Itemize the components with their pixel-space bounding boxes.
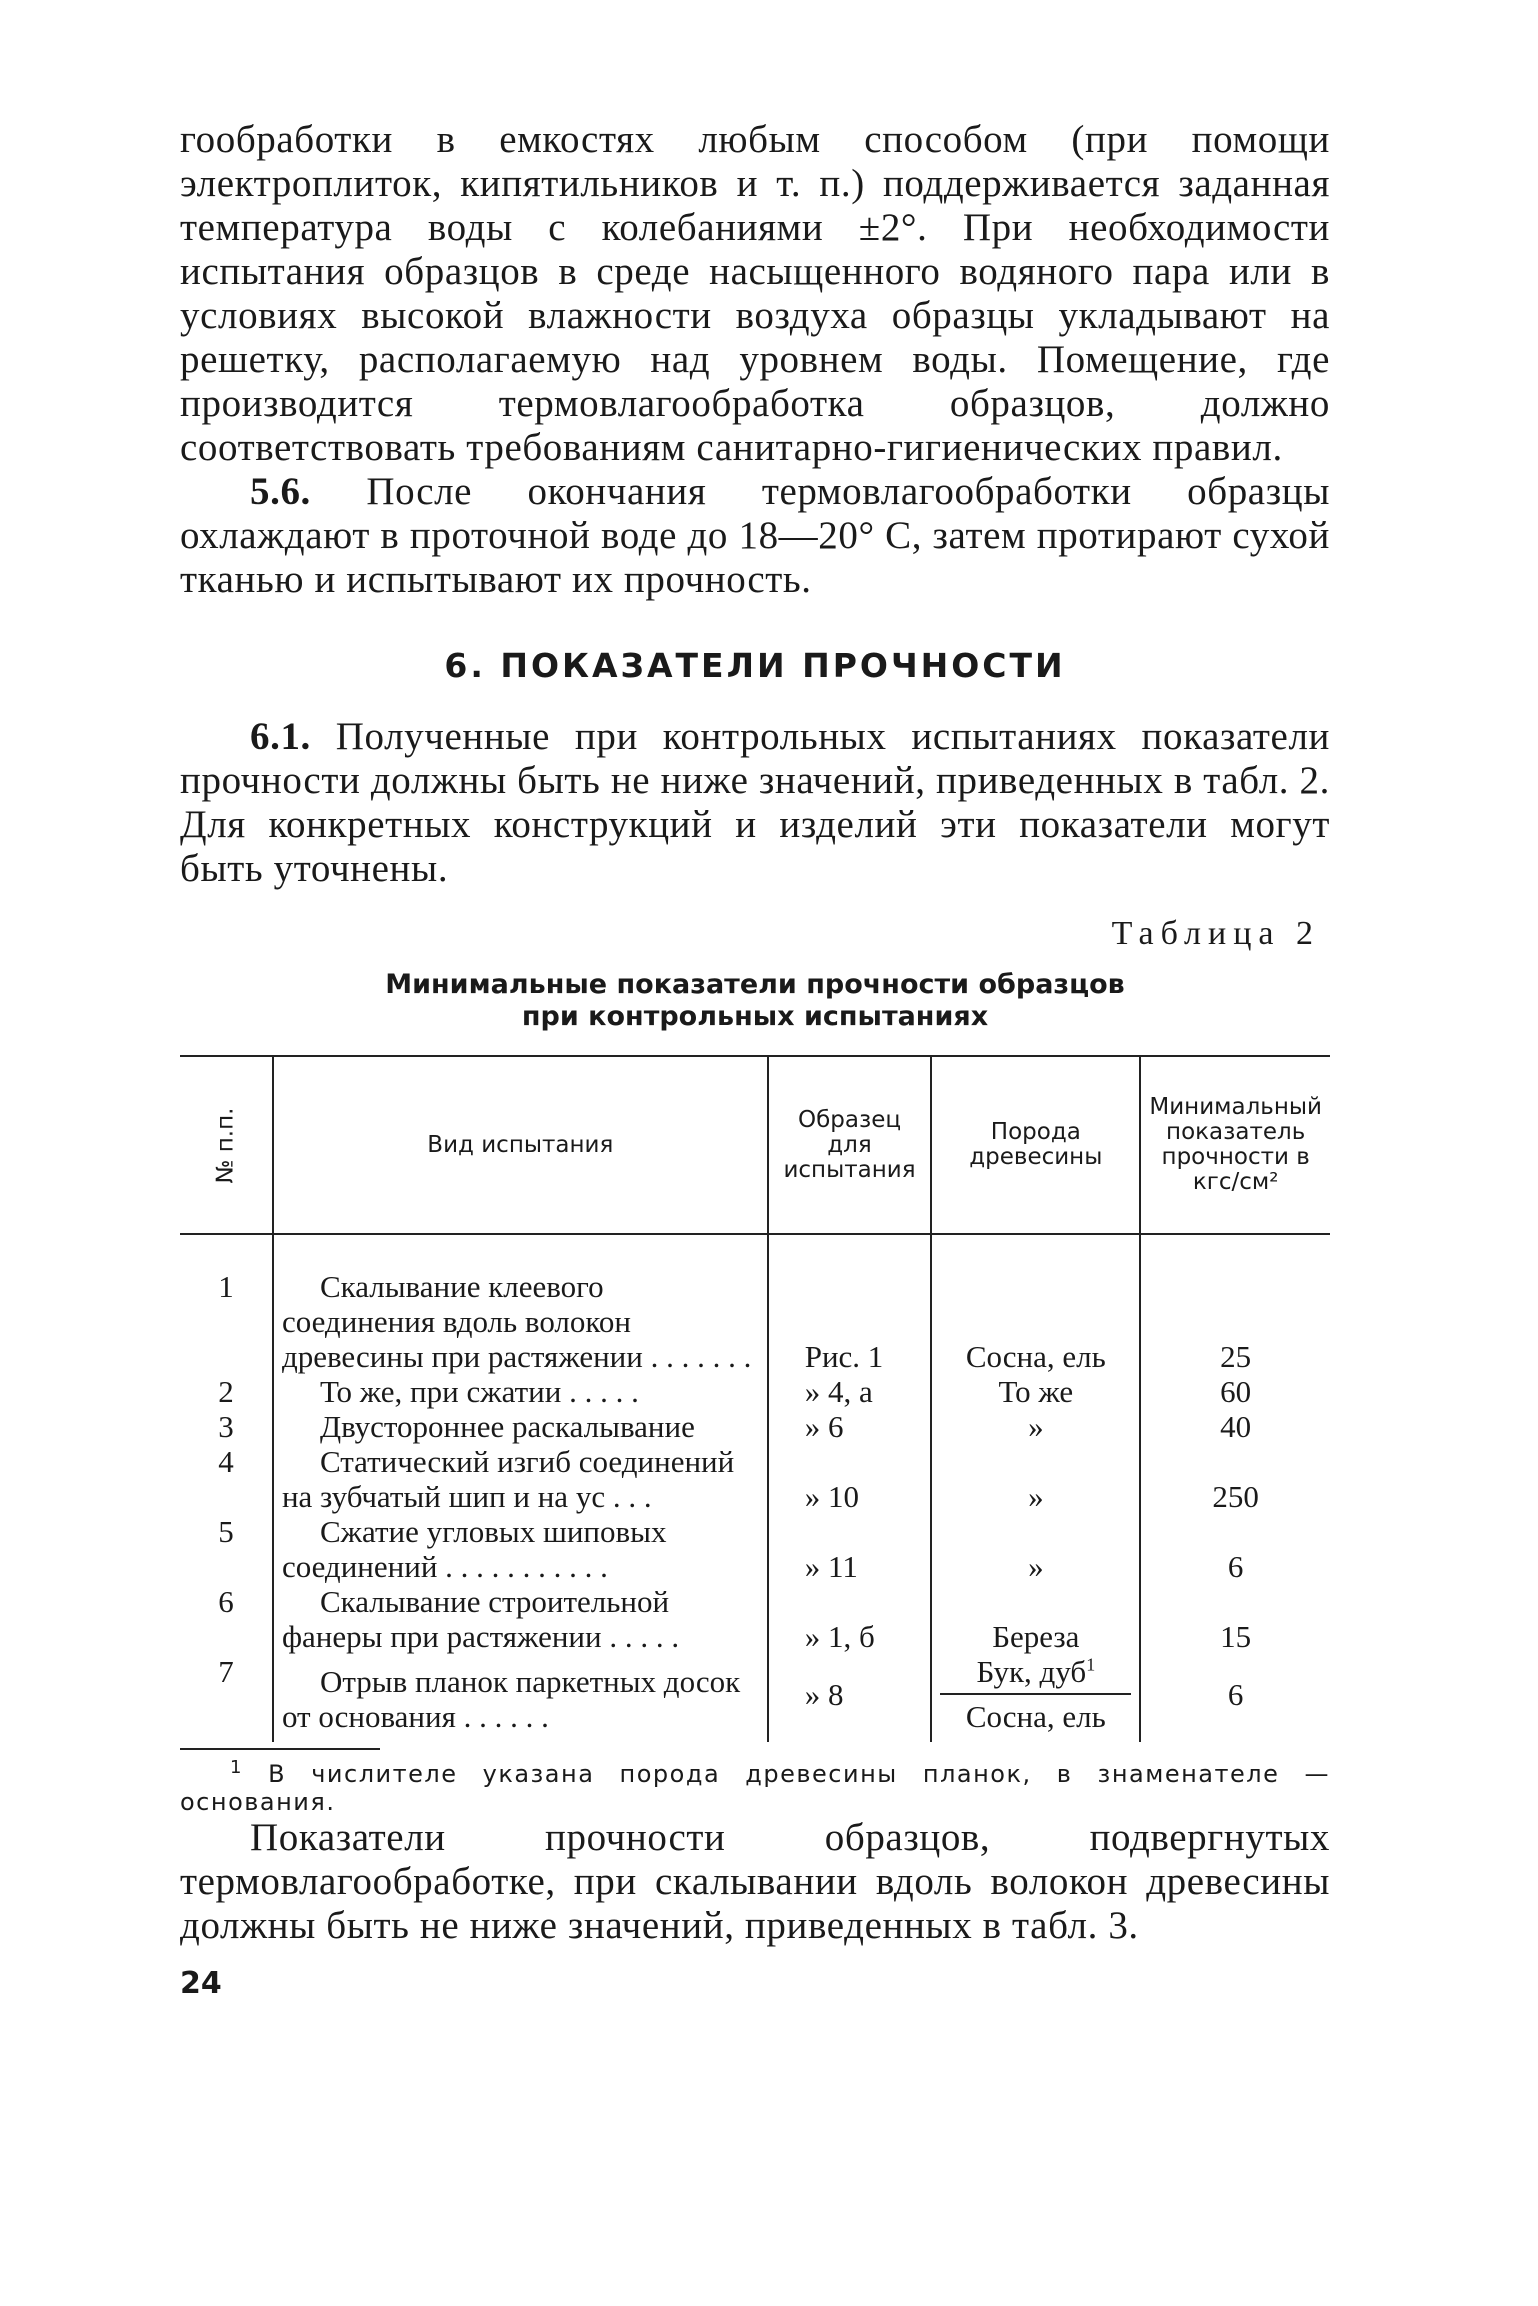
table-row — [180, 1444, 1330, 1514]
row-wood: Береза — [931, 1584, 1140, 1654]
row-wood: Сосна, ель — [931, 1234, 1140, 1374]
table-title-line: Минимальные показатели прочности образцов — [385, 969, 1125, 1000]
footnote — [180, 1757, 1330, 1816]
row-type: Отрыв планок паркетных досок от основания . . . . . . — [273, 1654, 768, 1742]
table-label: Таблица 2 — [1111, 915, 1320, 952]
row-type: Статический изгиб соединений на зубчатый шип и на ус . . . — [273, 1444, 768, 1514]
row-wood: » — [931, 1444, 1140, 1514]
clause-text: Полученные при контрольных испытаниях показатели прочности должны быть не ниже значений, приведенных в табл. 2. Для конкретных конструкций и изделий эти показатели могут быть уточнены. — [180, 715, 1330, 890]
footnote-mark: 1 — [230, 1757, 243, 1778]
row-sample: » 8 — [768, 1654, 932, 1742]
table-title — [180, 969, 1330, 1033]
row-type: Сжатие угловых шиповых соединений . . . . . . . . . . . — [273, 1514, 768, 1584]
row-num: 5 — [218, 1514, 234, 1549]
header-wood: Порода древесины — [931, 1056, 1140, 1234]
strength-table — [180, 1055, 1330, 1742]
row-wood: То же — [931, 1374, 1140, 1409]
header-type: Вид испытания — [273, 1056, 768, 1234]
table-row — [180, 1654, 1330, 1742]
row-value: 6 — [1140, 1514, 1330, 1584]
row-value: 40 — [1140, 1409, 1330, 1444]
table-row — [180, 1374, 1330, 1409]
footnote-divider — [180, 1748, 380, 1750]
row-sample: » 10 — [768, 1444, 932, 1514]
row-num: 6 — [218, 1584, 234, 1619]
paragraph-5-6 — [180, 470, 1330, 602]
row-wood-split — [931, 1654, 1140, 1742]
table-row — [180, 1514, 1330, 1584]
clause-number: 5.6. — [250, 470, 311, 513]
row-num: 3 — [218, 1409, 234, 1444]
row-sample: » 6 — [768, 1409, 932, 1444]
paragraph-intro: гообработки в емкостях любым способом (при помощи электроплиток, кипятильников и т. п.) поддерживается заданная температура воды с колебаниями ±2°. При необходимости испытания образцов в среде насыщенного водяного пара или в условиях высокой влажности воздуха образцы укладывают на решетку, располагаемую над уровнем воды. Помещение, где производится термовлагообработка образцов, должно соответствовать требованиям санитарно-гигиенических правил. — [180, 118, 1330, 469]
header-sample: Образец для испытания — [768, 1056, 932, 1234]
table-row — [180, 1584, 1330, 1654]
row-sample: » 4, а — [768, 1374, 932, 1409]
row-value: 250 — [1140, 1444, 1330, 1514]
row-num: 1 — [218, 1269, 234, 1304]
row-num: 4 — [218, 1444, 234, 1479]
paragraph-6-1 — [180, 715, 1330, 891]
row-num: 7 — [218, 1654, 234, 1689]
clause-number: 6.1. — [250, 715, 311, 758]
section-title: 6. ПОКАЗАТЕЛИ ПРОЧНОСТИ — [444, 646, 1066, 685]
row-type: Скалывание строительной фанеры при растяжении . . . . . — [273, 1584, 768, 1654]
row-sample: » 1, б — [768, 1584, 932, 1654]
table-row — [180, 1234, 1330, 1374]
row-type: Двустороннее раскалывание — [273, 1409, 768, 1444]
document-page — [180, 118, 1330, 2001]
wood-denominator: Сосна, ель — [965, 1699, 1106, 1734]
page-number: 24 — [180, 1966, 222, 2001]
header-num: № п.п. — [180, 1056, 273, 1234]
row-type: Скалывание клеевого соединения вдоль волокон древесины при растяжении . . . . . . . — [273, 1234, 768, 1374]
clause-text: После окончания термовлагообработки образцы охлаждают в проточной воде до 18—20° С, затем протирают сухой тканью и испытывают их прочность. — [180, 470, 1330, 601]
table-title-line: при контрольных испытаниях — [521, 1001, 989, 1032]
row-sample: Рис. 1 — [768, 1234, 932, 1374]
row-wood: » — [931, 1514, 1140, 1584]
row-value: 15 — [1140, 1584, 1330, 1654]
footnote-text: В числителе указана порода древесины планок, в знаменателе — основания. — [180, 1760, 1330, 1816]
row-num: 2 — [218, 1374, 234, 1409]
table-header-row — [180, 1056, 1330, 1234]
row-value: 6 — [1140, 1654, 1330, 1742]
header-value: Минимальный показатель прочности в кгс/см² — [1140, 1056, 1330, 1234]
paragraph-after-table: Показатели прочности образцов, подвергнутых термовлагообработке, при скалывании вдоль волокон древесины должны быть не ниже значений, приведенных в табл. 3. — [180, 1816, 1330, 1947]
row-wood: » — [931, 1409, 1140, 1444]
table-row — [180, 1409, 1330, 1444]
wood-numerator: Бук, дуб$^1$ — [940, 1654, 1131, 1695]
row-sample: » 11 — [768, 1514, 932, 1584]
row-value: 25 — [1140, 1234, 1330, 1374]
row-type: То же, при сжатии . . . . . — [273, 1374, 768, 1409]
row-value: 60 — [1140, 1374, 1330, 1409]
